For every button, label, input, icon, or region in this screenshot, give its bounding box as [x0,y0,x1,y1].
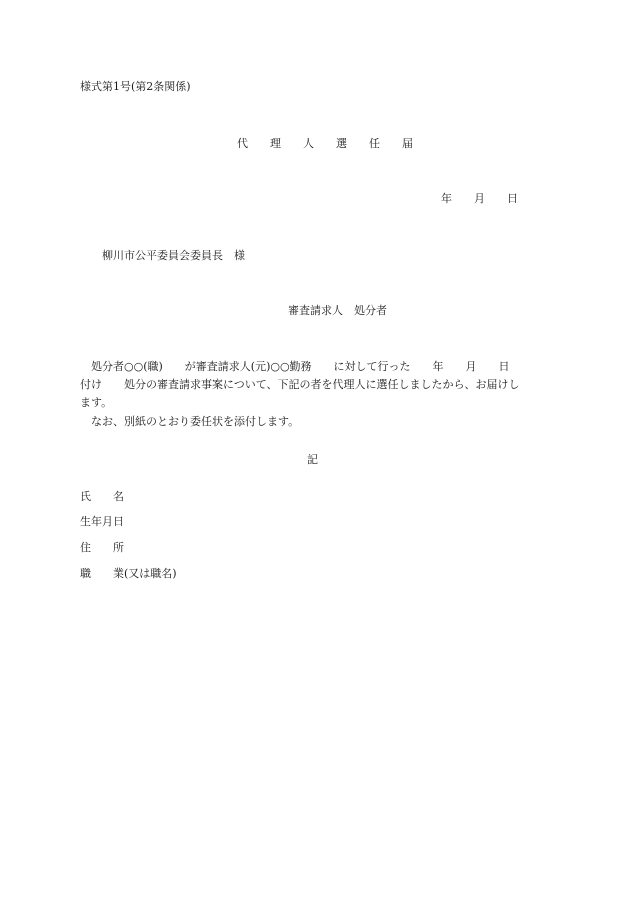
field-birthdate-label: 生年月日 [80,515,124,528]
field-name-label: 氏 名 [80,490,124,503]
body-line-2: 付け 処分の審査請求事案について、下記の者を代理人に選任しましたから、お届けし [80,378,520,391]
body-line-1: 処分者○○(職) が審査請求人(元)○○勤務 に対して行った 年 月 日 [91,360,510,373]
ki-heading: 記 [307,453,318,466]
addressee: 柳川市公平委員会委員長 様 [102,249,245,262]
date-line: 年 月 日 [441,192,518,205]
field-address-label: 住 所 [80,541,124,554]
document-title: 代 理 人 選 任 届 [237,137,413,150]
applicant-line: 審査請求人 処分者 [288,304,387,317]
body-line-3: ます。 [80,396,113,409]
form-number: 様式第1号(第2条関係) [80,80,191,93]
body-line-4: なお、別紙のとおり委任状を添付します。 [91,415,300,428]
field-occupation-label: 職 業(又は職名) [80,567,177,580]
